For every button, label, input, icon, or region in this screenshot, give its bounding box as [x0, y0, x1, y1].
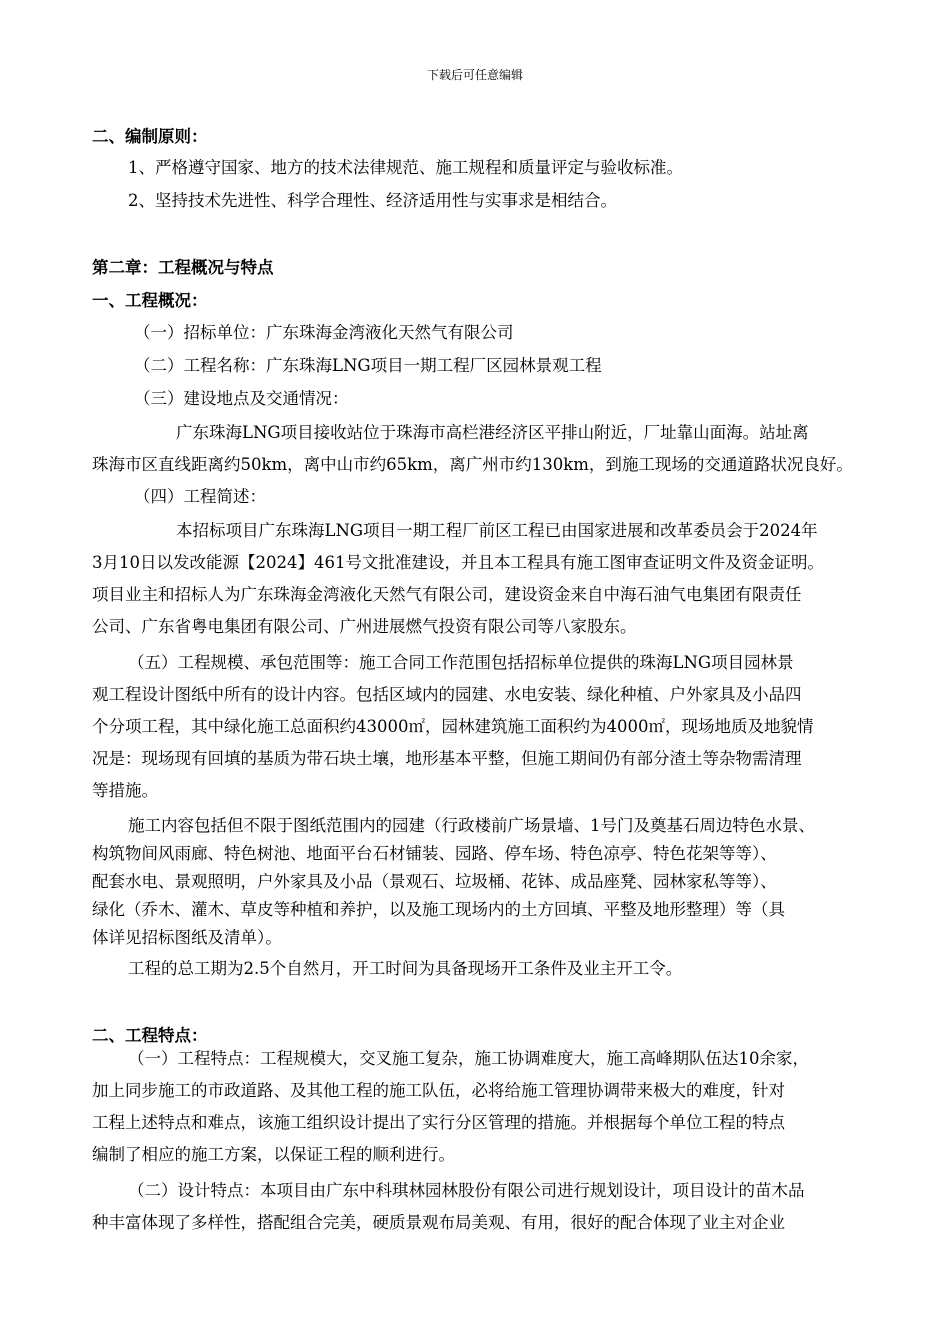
paragraph-line: 配套水电、景观照明，户外家具及小品（景观石、垃圾桶、花钵、成品座凳、园林家私等等）、 — [92, 872, 777, 891]
overview-item-4: （四）工程简述： — [134, 487, 266, 506]
construction-period: 工程的总工期为2.5个自然月，开工时间为具备现场开工条件及业主开工令。 — [128, 959, 683, 978]
paragraph-line: 观工程设计图纸中所有的设计内容。包括区域内的园建、水电安装、绿化种植、户外家具及小品四 — [92, 685, 802, 704]
paragraph-line: 构筑物间风雨廊、特色树池、地面平台石材铺装、园路、停车场、特色凉亭、特色花架等等）、 — [92, 844, 777, 863]
section-title-features: 二、工程特点： — [92, 1026, 208, 1045]
paragraph-line: （二）设计特点：本项目由广东中科琪林园林股份有限公司进行规划设计，项目设计的苗木品 — [128, 1181, 805, 1200]
paragraph-line: （五）工程规模、承包范围等：施工合同工作范围包括招标单位提供的珠海LNG项目园林景 — [128, 653, 794, 672]
paragraph-line: 广东珠海LNG项目接收站位于珠海市高栏港经济区平排山附近，厂址靠山面海。站址离 — [176, 423, 809, 442]
paragraph-line: 珠海市区直线距离约50km，离中山市约65km，离广州市约130km，到施工现场的交通道路状况良好。 — [92, 455, 853, 474]
paragraph-line: 种丰富体现了多样性，搭配组合完美，硬质景观布局美观、有用，很好的配合体现了业主对企业 — [92, 1213, 785, 1232]
paragraph-line: 项目业主和招标人为广东珠海金湾液化天然气有限公司，建设资金来自中海石油气电集团有限责任 — [92, 585, 802, 604]
feature-2-paragraph — [92, 1175, 912, 1239]
section-title-principles: 二、编制原则： — [92, 127, 208, 146]
overview-item-2: （二）工程名称：广东珠海LNG项目一期工程厂区园林景观工程 — [134, 356, 602, 375]
section-title-overview: 一、工程概况： — [92, 291, 208, 310]
paragraph-line: （一）工程特点：工程规模大，交叉施工复杂，施工协调难度大，施工高峰期队伍达10余家， — [128, 1049, 809, 1068]
paragraph-line: 工程上述特点和难点，该施工组织设计提出了实行分区管理的措施。并根据每个单位工程的特点 — [92, 1113, 785, 1132]
principle-1: 1、严格遵守国家、地方的技术法律规范、施工规程和质量评定与验收标准。 — [128, 158, 683, 177]
chapter-title: 第二章：工程概况与特点 — [92, 258, 274, 277]
summary-paragraph — [92, 515, 912, 643]
location-paragraph — [92, 417, 912, 481]
feature-1-paragraph — [92, 1043, 912, 1171]
paragraph-line: 3月10日以发改能源【2024】461号文批准建设，并且本工程具有施工图审查证明文件及资金证明。 — [92, 553, 824, 572]
paragraph-line: 施工内容包括但不限于图纸范围内的园建（行政楼前广场景墙、1号门及奠基石周边特色水景、 — [128, 816, 815, 835]
scale-paragraph — [92, 647, 912, 807]
paragraph-line: 况是：现场现有回填的基质为带石块土壤，地形基本平整，但施工期间仍有部分渣土等杂物需清理 — [92, 749, 802, 768]
paragraph-line: 公司、广东省粤电集团有限公司、广州进展燃气投资有限公司等八家股东。 — [92, 617, 637, 636]
paragraph-line: 加上同步施工的市政道路、及其他工程的施工队伍，必将给施工管理协调带来极大的难度，针对 — [92, 1081, 785, 1100]
paragraph-line: 个分项工程，其中绿化施工总面积约43000㎡，园林建筑施工面积约为4000㎡，现场地质及地貌情 — [92, 717, 814, 736]
paragraph-line: 本招标项目广东珠海LNG项目一期工程厂前区工程已由国家进展和改革委员会于2024年 — [176, 521, 818, 540]
principle-2: 2、坚持技术先进性、科学合理性、经济适用性与实事求是相结合。 — [128, 191, 617, 210]
paragraph-line: 体详见招标图纸及清单）。 — [92, 928, 282, 947]
scope-paragraph — [92, 812, 912, 952]
paragraph-line: 等措施。 — [92, 781, 158, 800]
paragraph-line: 绿化（乔木、灌木、草皮等种植和养护，以及施工现场内的土方回填、平整及地形整理）等（具 — [92, 900, 785, 919]
paragraph-line: 编制了相应的施工方案，以保证工程的顺利进行。 — [92, 1145, 455, 1164]
page-header: 下载后可任意编辑 — [426, 68, 523, 82]
overview-item-1: （一）招标单位：广东珠海金湾液化天然气有限公司 — [134, 323, 514, 342]
overview-item-3: （三）建设地点及交通情况： — [134, 389, 349, 408]
